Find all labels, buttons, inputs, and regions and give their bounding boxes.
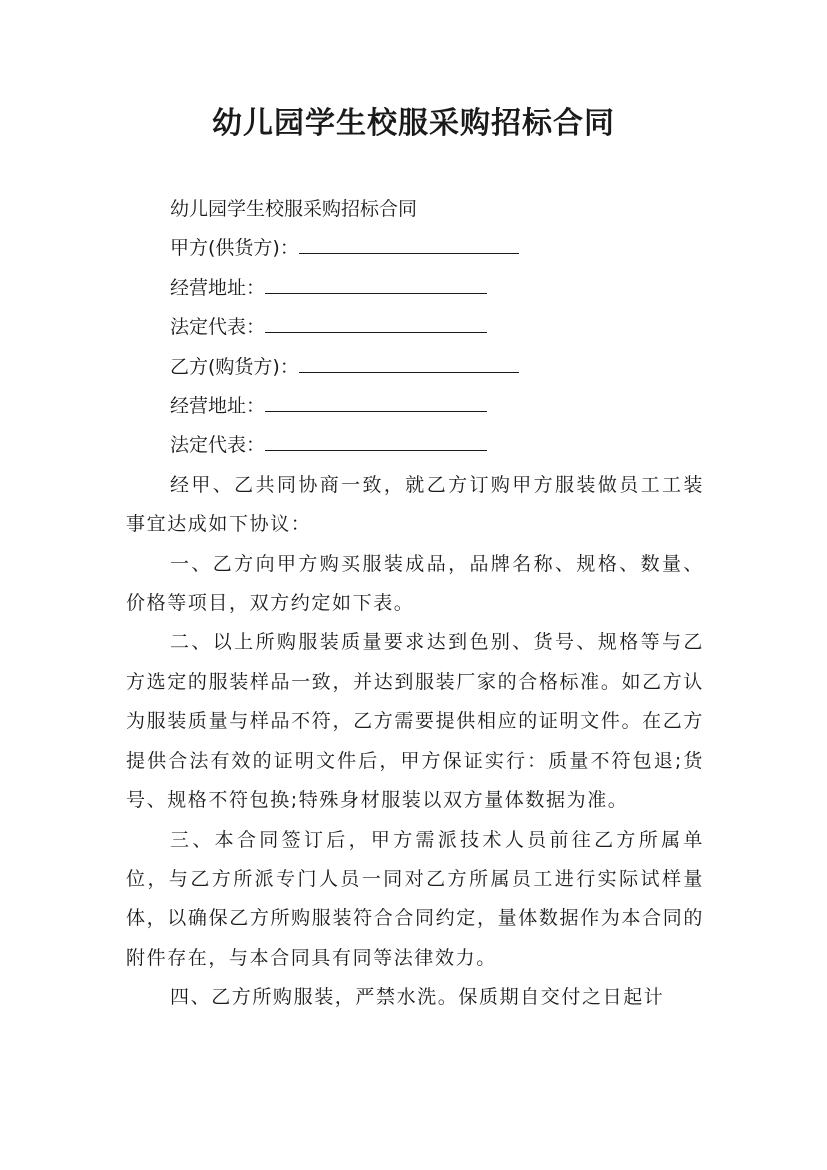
party-a-line bbox=[126, 229, 704, 268]
party-a-address-blank bbox=[265, 271, 487, 294]
party-a-address-label: 经营地址： bbox=[170, 276, 266, 299]
party-b-line bbox=[126, 348, 704, 387]
document-title: 幼儿园学生校服采购招标合同 bbox=[212, 106, 615, 141]
party-a-blank bbox=[299, 231, 519, 254]
party-a-address-line bbox=[126, 269, 704, 308]
party-a-rep-blank bbox=[265, 310, 487, 333]
party-b-address-line bbox=[126, 387, 704, 426]
document-body bbox=[126, 190, 704, 1018]
party-b-address-label: 经营地址： bbox=[170, 395, 266, 418]
paragraph-clause-1: 一、乙方向甲方购买服装成品，品牌名称、规格、数量、价格等项目，双方约定如下表。 bbox=[126, 552, 704, 615]
party-b-address-blank bbox=[265, 389, 487, 412]
party-a-rep-label: 法定代表： bbox=[170, 316, 266, 339]
party-b-rep-blank bbox=[265, 428, 487, 451]
contract-subtitle bbox=[126, 190, 704, 229]
party-b-label: 乙方(购货方)： bbox=[170, 355, 299, 378]
contract-subtitle-text: 幼儿园学生校服采购招标合同 bbox=[170, 198, 418, 220]
party-b-rep-label: 法定代表： bbox=[170, 434, 266, 457]
paragraph-clause-4: 四、乙方所购服装，严禁水洗。保质期自交付之日起计 bbox=[170, 986, 665, 1009]
paragraph-clause-2: 二、以上所购服装质量要求达到色别、货号、规格等与乙方选定的服装样品一致，并达到服装厂家的合格标准。如乙方认为服装质量与样品不符，乙方需要提供相应的证明文件。在乙方提供合法有效的证明文件后，甲方保证实行：质量不符包退;货号、规格不符包换;特殊身材服装以双方量体数据为准。 bbox=[126, 631, 704, 812]
party-a-label: 甲方(供货方)： bbox=[170, 237, 299, 260]
party-a-rep-line bbox=[126, 308, 704, 347]
paragraph-clause-3: 三、本合同签订后，甲方需派技术人员前往乙方所属单位，与乙方所派专门人员一同对乙方所属员工进行实际试样量体，以确保乙方所购服装符合合同约定，量体数据作为本合同的附件存在，与本合同具有同等法律效力。 bbox=[126, 828, 704, 969]
party-b-blank bbox=[299, 350, 519, 373]
party-b-rep-line bbox=[126, 426, 704, 465]
paragraph-intro: 经甲、乙共同协商一致，就乙方订购甲方服装做员工工装事宜达成如下协议： bbox=[126, 473, 704, 536]
